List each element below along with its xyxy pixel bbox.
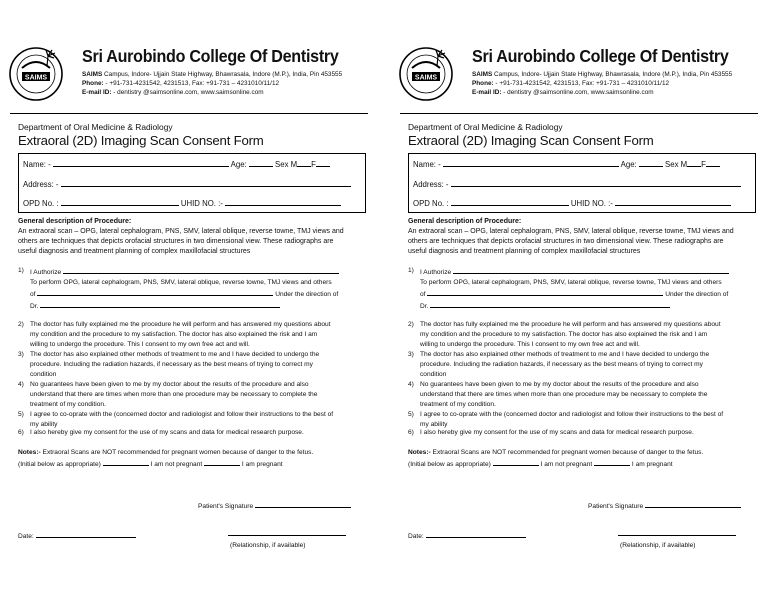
item-number: 3)	[18, 351, 24, 358]
item-number: 2)	[408, 321, 414, 328]
patient-signature-row	[588, 500, 741, 510]
authorize-direction: Under the direction of	[665, 291, 729, 298]
consent-form-left	[8, 0, 380, 594]
name-label: Name: -	[23, 160, 51, 169]
college-logo-icon	[398, 46, 454, 102]
doctor-field[interactable]	[40, 300, 280, 308]
department: Department of Oral Medicine & Radiology	[18, 122, 173, 132]
authorize-line2: To perform OPG, lateral cephalogram, PNS, SMV, lateral oblique, reverse towne, TMJ views and others	[30, 279, 332, 286]
opd-field[interactable]	[451, 198, 569, 206]
name-label: Name: -	[413, 160, 441, 169]
statement-line: I also hereby give my consent for the use of my scans and data for medical research purpose.	[420, 429, 694, 436]
patient-signature-field[interactable]	[255, 500, 351, 508]
statement-line: I also hereby give my consent for the use of my scans and data for medical research purpose.	[30, 429, 304, 436]
name-row	[23, 159, 330, 169]
opd-row	[413, 198, 731, 208]
email-label: E-mail ID:	[472, 89, 502, 96]
statement-line: condition	[30, 371, 57, 378]
consent-statement	[408, 320, 754, 350]
phone-text: - +91-731-4231542, 4231513, Fax: +91-731 – 4231010/11/12	[103, 80, 280, 87]
department: Department of Oral Medicine & Radiology	[408, 122, 563, 132]
item-number: 2)	[18, 321, 24, 328]
relationship-field[interactable]	[618, 528, 736, 536]
phone-line	[472, 79, 669, 88]
item-number: 5)	[408, 411, 414, 418]
email-line	[472, 88, 654, 97]
email-line	[82, 88, 264, 97]
notes-text: Extraoral Scans are NOT recommended for pregnant women because of danger to the fetus.	[40, 449, 314, 456]
sex-f-field[interactable]	[316, 159, 330, 167]
uhid-label: UHID NO. :-	[180, 199, 223, 208]
pregnant-label: I am pregnant	[631, 461, 673, 468]
address-label: Address: -	[413, 180, 449, 189]
authorize-of: of	[30, 291, 36, 298]
statement-line: condition	[420, 371, 447, 378]
statement-line: understand that there are times when more than one procedure may be necessary to complete the	[420, 391, 708, 398]
item-number: 6)	[408, 429, 414, 436]
statement-line: No guarantees have been given to me by my doctor about the results of the procedure and also	[30, 381, 309, 388]
general-description	[408, 217, 754, 257]
address-bold: SAIMS	[472, 71, 493, 78]
patient-signature-field[interactable]	[645, 500, 741, 508]
statement-line: The doctor has fully explained me the procedure he will perform and has answered my questions about	[30, 321, 331, 328]
date-field[interactable]	[36, 530, 136, 538]
patient-signature-label: Patient's Signature	[198, 503, 254, 510]
general-heading: General description of Procedure:	[408, 218, 522, 225]
header-divider	[10, 113, 368, 114]
college-logo-icon	[8, 46, 64, 102]
authorize-dr: Dr.	[420, 303, 429, 310]
pregnant-label: I am pregnant	[241, 461, 283, 468]
statement-line: The doctor has also explained other methods of treatment to me and I have decided to undergo the	[30, 351, 320, 358]
logo-text: SAIMS	[414, 74, 438, 82]
consent-statement	[18, 350, 364, 380]
address-field[interactable]	[451, 179, 741, 187]
opd-field[interactable]	[61, 198, 179, 206]
email-text: - dentistry @saimsonline.com, www.saimsonline.com	[111, 89, 264, 96]
logo-text: SAIMS	[24, 74, 48, 82]
form-title: Extraoral (2D) Imaging Scan Consent Form	[18, 133, 264, 148]
statement-line: willing to undergo the procedure. This I consent to my own free act and will.	[30, 341, 250, 348]
patient-details-box	[18, 153, 366, 213]
phone-text: - +91-731-4231542, 4231513, Fax: +91-731 – 4231010/11/12	[493, 80, 670, 87]
pregnant-initial[interactable]	[594, 458, 630, 466]
relationship-row	[228, 528, 346, 538]
name-field[interactable]	[53, 159, 229, 167]
statement-line: understand that there are times when more than one procedure may be necessary to complete the	[30, 391, 318, 398]
authorize-lead: I Authorize	[420, 269, 452, 276]
consent-form-right	[398, 0, 768, 594]
pregnant-initial[interactable]	[204, 458, 240, 466]
age-label: Age:	[230, 160, 247, 169]
address-text: Campus, Indore- Ujjain State Highway, Bhawrasala, Indore (M.P.), India, Pin 453555	[492, 71, 733, 78]
general-line: An extraoral scan – OPG, lateral cephalogram, PNS, SMV, lateral oblique, reverse towne, TMJ views and	[408, 228, 734, 235]
item-number: 1)	[408, 267, 414, 274]
consent-statement	[18, 428, 364, 438]
date-label: Date:	[408, 533, 424, 540]
uhid-label: UHID NO. :-	[570, 199, 613, 208]
phone-label: Phone:	[82, 80, 104, 87]
age-field[interactable]	[639, 159, 663, 167]
form-title: Extraoral (2D) Imaging Scan Consent Form	[408, 133, 654, 148]
authorize-statement	[18, 266, 364, 312]
general-line: useful diagnosis and treatment planning of complex maxillofacial structures	[408, 248, 641, 255]
consent-statement	[408, 428, 754, 438]
authorize-of: of	[420, 291, 426, 298]
not-pregnant-label: I am not pregnant	[540, 461, 593, 468]
sex-f-field[interactable]	[706, 159, 720, 167]
consent-statement	[18, 380, 364, 410]
statement-line: treatment of my condition.	[420, 401, 496, 408]
authorize-line2: To perform OPG, lateral cephalogram, PNS, SMV, lateral oblique, reverse towne, TMJ views and others	[420, 279, 722, 286]
notes-label: Notes:-	[408, 449, 431, 456]
sex-label: Sex M	[665, 160, 688, 169]
uhid-field[interactable]	[615, 198, 731, 206]
relationship-row	[618, 528, 736, 538]
email-text: - dentistry @saimsonline.com, www.saimsonline.com	[501, 89, 654, 96]
procedure-field[interactable]	[427, 288, 663, 296]
patient-details-box	[408, 153, 756, 213]
relationship-label: (Relationship, if available)	[230, 542, 306, 549]
initial-label: (Initial below as appropriate)	[408, 461, 491, 468]
address-bold: SAIMS	[82, 71, 103, 78]
patient-signature-row	[198, 500, 351, 510]
address-line	[82, 70, 342, 79]
item-number: 1)	[18, 267, 24, 274]
authorize-name-field[interactable]	[453, 266, 729, 274]
age-field[interactable]	[249, 159, 273, 167]
consent-statement	[408, 350, 754, 380]
general-line: useful diagnosis and treatment planning of complex maxillofacial structures	[18, 248, 251, 255]
item-number: 6)	[18, 429, 24, 436]
college-name: Sri Aurobindo College Of Dentistry	[472, 46, 729, 66]
procedure-field[interactable]	[37, 288, 273, 296]
notes	[408, 448, 754, 470]
consent-statement	[408, 410, 754, 430]
notes	[18, 448, 364, 470]
statement-line: I agree to co-oprate with the (concerned doctor and radiologist and follow their instructions to the best of	[30, 411, 334, 418]
statement-line: The doctor has fully explained me the procedure he will perform and has answered my questions about	[420, 321, 721, 328]
authorize-dr: Dr.	[30, 303, 39, 310]
general-description	[18, 217, 364, 257]
date-row	[18, 530, 136, 540]
statement-line: procedure. Including the radiation hazards, if necessary as the best means of trying to correct my	[420, 361, 703, 368]
consent-statement	[18, 410, 364, 430]
item-number: 4)	[18, 381, 24, 388]
header-divider	[400, 113, 758, 114]
opd-row	[23, 198, 341, 208]
item-number: 4)	[408, 381, 414, 388]
date-row	[408, 530, 526, 540]
authorize-statement	[408, 266, 754, 312]
notes-label: Notes:-	[18, 449, 41, 456]
authorize-name-field[interactable]	[63, 266, 339, 274]
statement-line: I agree to co-oprate with the (concerned doctor and radiologist and follow their instructions to the best of	[420, 411, 724, 418]
phone-label: Phone:	[472, 80, 494, 87]
name-row	[413, 159, 720, 169]
letterhead	[398, 42, 758, 114]
sex-m-field[interactable]	[297, 159, 311, 167]
not-pregnant-label: I am not pregnant	[150, 461, 203, 468]
address-line	[472, 70, 732, 79]
patient-signature-label: Patient's Signature	[588, 503, 644, 510]
address-field[interactable]	[61, 179, 351, 187]
sex-m-field[interactable]	[687, 159, 701, 167]
statement-line: my ability	[30, 421, 58, 428]
letterhead	[8, 42, 368, 114]
address-row	[23, 179, 351, 189]
statement-line: my condition and the procedure to my satisfaction. The doctor has also explained the risk and I am	[420, 331, 708, 338]
address-row	[413, 179, 741, 189]
relationship-field[interactable]	[228, 528, 346, 536]
item-number: 3)	[408, 351, 414, 358]
general-heading: General description of Procedure:	[18, 218, 132, 225]
statement-line: treatment of my condition.	[30, 401, 106, 408]
statement-line: procedure. Including the radiation hazards, if necessary as the best means of trying to correct my	[30, 361, 313, 368]
notes-text: Extraoral Scans are NOT recommended for pregnant women because of danger to the fetus.	[430, 449, 704, 456]
statement-line: The doctor has also explained other methods of treatment to me and I have decided to undergo the	[420, 351, 710, 358]
consent-statement	[408, 380, 754, 410]
date-field[interactable]	[426, 530, 526, 538]
address-text: Campus, Indore- Ujjain State Highway, Bhawrasala, Indore (M.P.), India, Pin 453555	[102, 71, 343, 78]
sex-f-label: F	[311, 160, 316, 169]
age-label: Age:	[620, 160, 637, 169]
uhid-field[interactable]	[225, 198, 341, 206]
statement-line: my ability	[420, 421, 448, 428]
authorize-direction: Under the direction of	[275, 291, 339, 298]
opd-label: OPD No. :	[413, 199, 449, 208]
statement-line: my condition and the procedure to my satisfaction. The doctor has also explained the risk and I am	[30, 331, 318, 338]
date-label: Date:	[18, 533, 34, 540]
statement-line: willing to undergo the procedure. This I consent to my own free act and will.	[420, 341, 640, 348]
address-label: Address: -	[23, 180, 59, 189]
relationship-label: (Relationship, if available)	[620, 542, 696, 549]
not-pregnant-initial[interactable]	[493, 458, 539, 466]
consent-statement	[18, 320, 364, 350]
opd-label: OPD No. :	[23, 199, 59, 208]
email-label: E-mail ID:	[82, 89, 112, 96]
general-line: others are techniques that depicts orofacial structures in two dimensional view. These radiographs are	[408, 238, 724, 245]
general-line: others are techniques that depicts orofacial structures in two dimensional view. These radiographs are	[18, 238, 334, 245]
sex-label: Sex M	[275, 160, 298, 169]
phone-line	[82, 79, 279, 88]
initial-label: (Initial below as appropriate)	[18, 461, 101, 468]
name-field[interactable]	[443, 159, 619, 167]
doctor-field[interactable]	[430, 300, 670, 308]
not-pregnant-initial[interactable]	[103, 458, 149, 466]
authorize-lead: I Authorize	[30, 269, 62, 276]
sex-f-label: F	[701, 160, 706, 169]
statement-line: No guarantees have been given to me by my doctor about the results of the procedure and also	[420, 381, 699, 388]
college-name: Sri Aurobindo College Of Dentistry	[82, 46, 339, 66]
general-line: An extraoral scan – OPG, lateral cephalogram, PNS, SMV, lateral oblique, reverse towne, TMJ views and	[18, 228, 344, 235]
item-number: 5)	[18, 411, 24, 418]
